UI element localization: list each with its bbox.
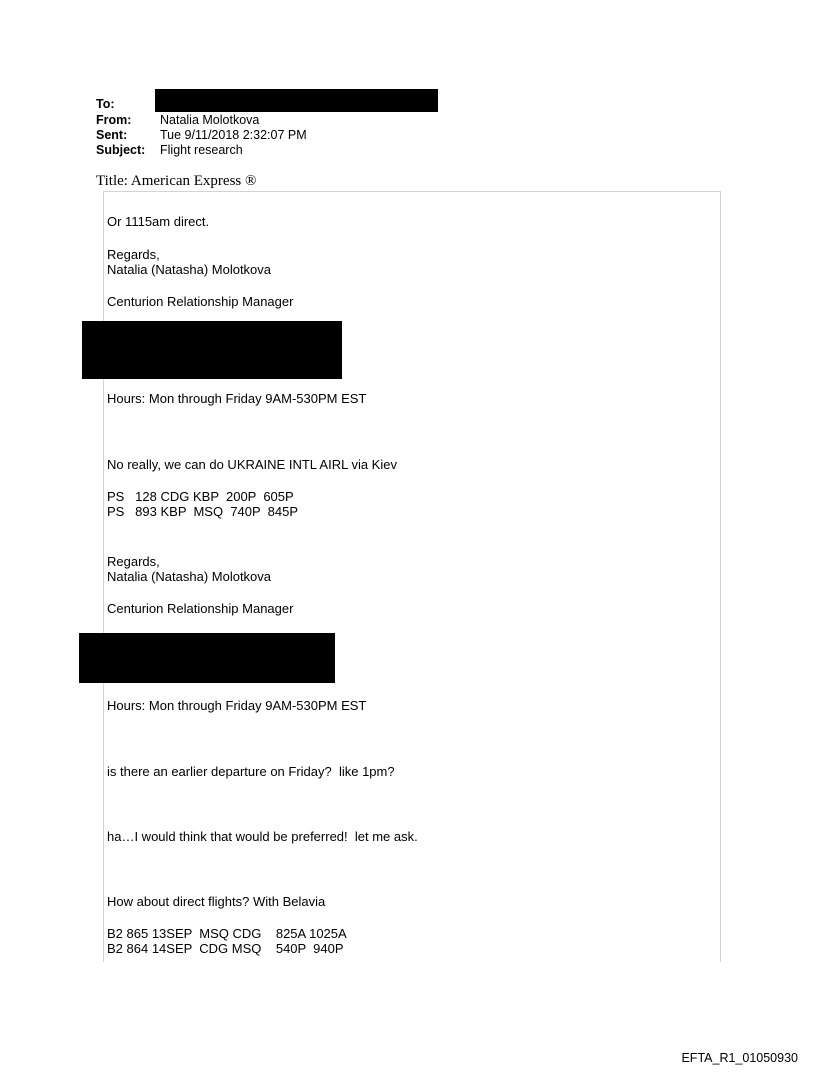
from-value: Natalia Molotkova: [160, 113, 260, 127]
subject-value: Flight research: [160, 143, 243, 157]
body-line: Hours: Mon through Friday 9AM-530PM EST: [107, 391, 367, 406]
body-line: PS 893 KBP MSQ 740P 845P: [107, 504, 299, 519]
subject-label: Subject:: [96, 143, 146, 157]
body-line: Centurion Relationship Manager: [107, 601, 294, 616]
document-id-footer: EFTA_R1_01050930: [681, 1051, 798, 1065]
body-line: Hours: Mon through Friday 9AM-530PM EST: [107, 698, 367, 713]
body-line: PS 128 CDG KBP 200P 605P: [107, 489, 294, 504]
sent-label: Sent:: [96, 128, 128, 142]
body-line: Natalia (Natasha) Molotkova: [107, 569, 272, 584]
body-line: Or 1115am direct.: [107, 214, 210, 229]
document-title: Title: American Express ®: [96, 173, 257, 189]
body-line: ha…I would think that would be preferred! let me ask.: [107, 829, 418, 844]
body-line: is there an earlier departure on Friday? like 1pm?: [107, 764, 395, 779]
redaction-block-signature-2: [79, 633, 335, 683]
body-line: B2 864 14SEP CDG MSQ 540P 940P: [107, 941, 344, 956]
redaction-bar-recipient: [155, 89, 438, 112]
body-line: No really, we can do UKRAINE INTL AIRL via Kiev: [107, 457, 397, 472]
sent-value: Tue 9/11/2018 2:32:07 PM: [160, 128, 307, 142]
body-line: B2 865 13SEP MSQ CDG 825A 1025A: [107, 926, 347, 941]
redaction-block-signature-1: [82, 321, 342, 379]
from-label: From:: [96, 113, 132, 127]
body-line: Centurion Relationship Manager: [107, 294, 294, 309]
body-line: Regards,: [107, 247, 160, 262]
to-label: To:: [96, 97, 115, 111]
body-line: Regards,: [107, 554, 160, 569]
body-line: Natalia (Natasha) Molotkova: [107, 262, 272, 277]
body-line: How about direct flights? With Belavia: [107, 894, 326, 909]
